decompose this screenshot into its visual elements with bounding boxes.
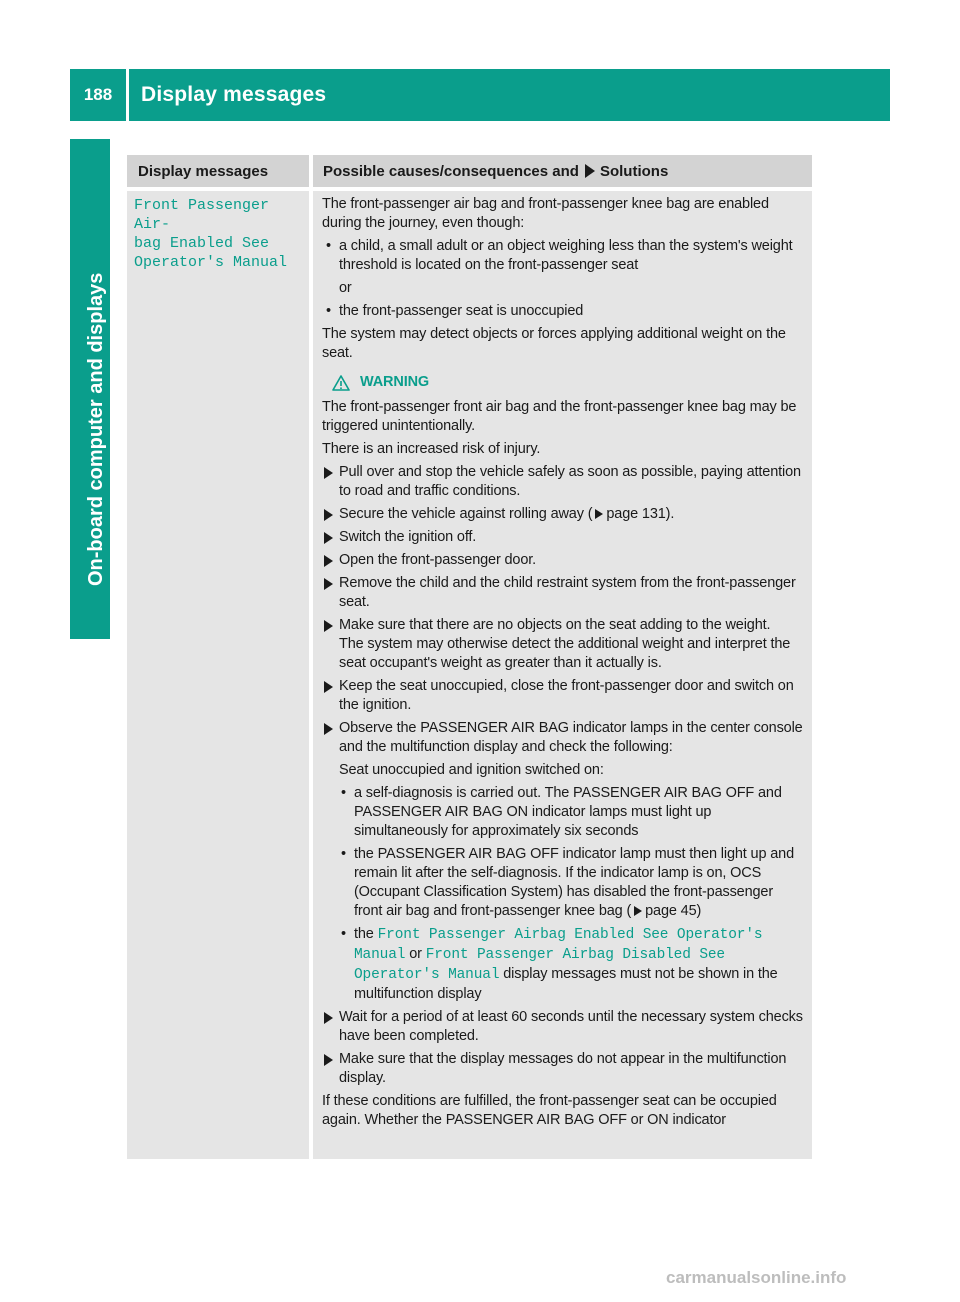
step-arrow-icon [324, 532, 333, 544]
step-item [322, 677, 804, 715]
step-text: Remove the child and the child restraint system from the front-passenger seat. [339, 575, 796, 610]
page-reference-icon [595, 509, 603, 519]
step-arrow-icon [324, 723, 333, 735]
step-text: Switch the ignition off. [339, 529, 477, 545]
display-message-text [134, 196, 304, 272]
check-item [322, 845, 804, 921]
step-arrow-icon [324, 467, 333, 479]
check-text: the PASSENGER AIR BAG OFF indicator lamp must then light up and remain lit after the self-diagnosis. If the indicator lamp is on, OCS (Occupant Classification System) has disabled the front-passenger front air bag and front-passenger knee bag ( [354, 846, 794, 919]
display-message-reference: Front Passenger Airbag Enabled See Operator's Manual [354, 927, 763, 963]
message-line: bag Enabled See [134, 235, 270, 252]
side-tab-label: On-board computer and displays [85, 272, 107, 586]
cause-item: • the front-passenger seat is unoccupied [322, 302, 804, 321]
step-item [322, 1008, 804, 1046]
page-reference: page 131). [606, 506, 675, 522]
column-header-solutions-text: Solutions [599, 162, 669, 180]
intro-text: The front-passenger air bag and front-passenger knee bag are enabled during the journey, even though: [322, 196, 769, 231]
column-header-causes [313, 155, 812, 187]
header-row-divider [127, 187, 812, 191]
warning-text: The front-passenger front air bag and the front-passenger knee bag may be triggered unintentionally. [322, 399, 797, 434]
step-text: Keep the seat unoccupied, close the front-passenger door and switch on the ignition. [339, 678, 794, 713]
step-item [322, 528, 804, 547]
check-text: the [354, 926, 374, 942]
message-line: Operator's Manual [134, 254, 288, 271]
step-item [322, 505, 804, 524]
check-item [322, 925, 804, 1004]
side-tab-block [70, 594, 110, 639]
causes-solutions-cell [322, 195, 804, 1134]
page-reference-icon [634, 906, 642, 916]
step-item [322, 1050, 804, 1088]
cause-item: • a child, a small adult or an object weighing less than the system's weight threshold is located on the front-passenger seat [322, 237, 804, 275]
step-subheading: Seat unoccupied and ignition switched on: [339, 762, 604, 778]
step-text: Wait for a period of at least 60 seconds until the necessary system checks have been completed. [339, 1009, 803, 1044]
page-reference: page 45) [645, 903, 702, 919]
footer-watermark: carmanualsonline.info [666, 1268, 847, 1287]
header-divider [126, 69, 129, 121]
or-text: or [339, 280, 352, 296]
step-arrow-icon [324, 509, 333, 521]
risk-text: There is an increased risk of injury. [322, 441, 541, 457]
page-title: Display messages [141, 83, 327, 106]
page-header [70, 69, 890, 121]
step-item [322, 551, 804, 570]
warning-heading [322, 373, 804, 392]
step-text: Make sure that there are no objects on the seat adding to the weight. [339, 617, 771, 633]
step-arrow-icon [324, 578, 333, 590]
display-messages-table [127, 155, 812, 1159]
step-text: Observe the PASSENGER AIR BAG indicator lamps in the center console and the multifunction display and check the following: [339, 720, 803, 755]
step-text: Secure the vehicle against rolling away ( [339, 506, 593, 522]
system-note: The system may detect objects or forces applying additional weight on the seat. [322, 326, 786, 361]
check-item: • a self-diagnosis is carried out. The PASSENGER AIR BAG OFF and PASSENGER AIR BAG ON indicator lamps must light up simultaneously for approximately six seconds [322, 784, 804, 841]
column-divider [309, 155, 313, 1159]
check-text: display messages must not be shown in the multifunction display [354, 966, 778, 1002]
step-item [322, 574, 804, 612]
message-line: Front Passenger Air‐ [134, 197, 279, 233]
page-number: 188 [83, 85, 113, 104]
closing-text: If these conditions are fulfilled, the front-passenger seat can be occupied again. Whether the PASSENGER AIR BAG OFF or ON indicator [322, 1093, 777, 1128]
step-note: The system may otherwise detect the additional weight and interpret the seat occupant's weight as greater than it actually is. [339, 636, 791, 671]
display-message-reference: Front Passenger Airbag Disabled See Operator's Manual [354, 947, 725, 983]
step-item [322, 463, 804, 501]
column-header-causes-text: Possible causes/consequences and [323, 162, 579, 180]
warning-triangle-icon [332, 375, 350, 391]
step-text: Open the front-passenger door. [339, 552, 537, 568]
step-arrow-icon [324, 681, 333, 693]
warning-label: WARNING [360, 374, 430, 390]
step-arrow-icon [324, 1054, 333, 1066]
check-text: or [409, 946, 422, 962]
solution-arrow-icon [585, 164, 595, 178]
column-header-messages: Display messages [127, 155, 320, 187]
step-arrow-icon [324, 1012, 333, 1024]
step-item [322, 719, 804, 757]
step-arrow-icon [324, 620, 333, 632]
step-arrow-icon [324, 555, 333, 567]
step-text: Pull over and stop the vehicle safely as soon as possible, paying attention to road and traffic conditions. [339, 464, 801, 499]
step-item [322, 616, 804, 673]
step-text: Make sure that the display messages do not appear in the multifunction display. [339, 1051, 787, 1086]
